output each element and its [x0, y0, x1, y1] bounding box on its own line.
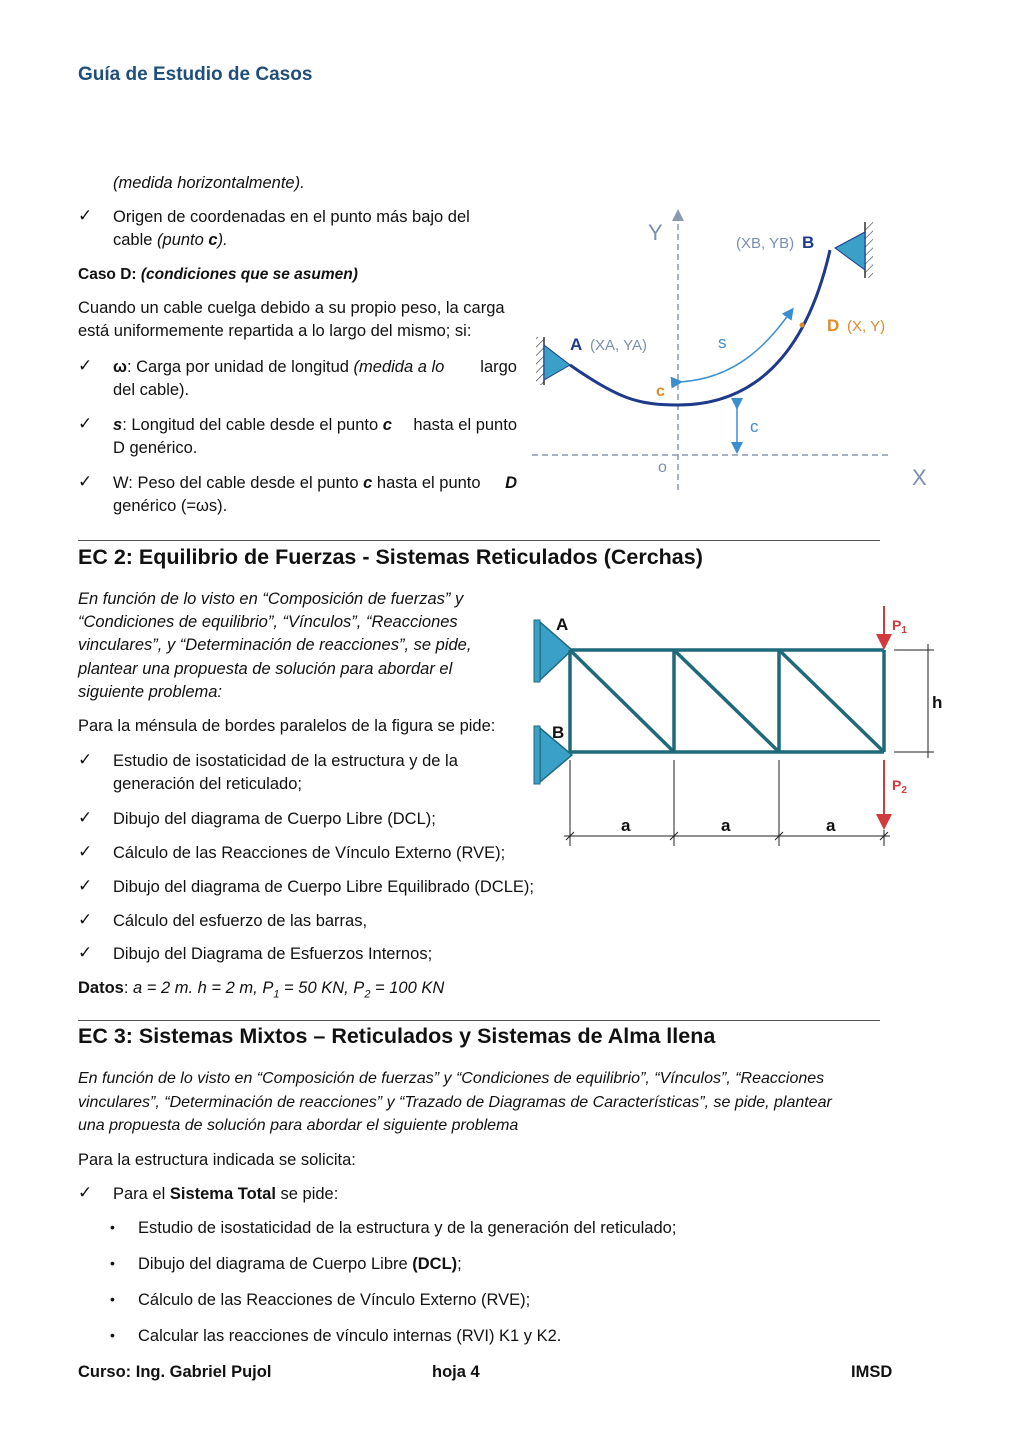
ec2-intro-line1: En función de lo visto en “Composición de fuerzas” y: [78, 590, 464, 608]
truss-figure: [530, 600, 943, 855]
omega-item-line1: ω: Carga por unidad de longitud (medida a lo largo: [113, 358, 517, 376]
check-icon: ✓: [78, 356, 93, 375]
ec3-bullet: Cálculo de las Reacciones de Vínculo Externo (RVE);: [138, 1291, 531, 1309]
point-b-label: B: [802, 233, 815, 252]
check-icon: ✓: [78, 910, 93, 929]
check-icon: ✓: [78, 1183, 93, 1202]
ec3-intro-line3: una propuesta de solución para abordar el siguiente problema: [78, 1117, 519, 1134]
height-dimension: [894, 644, 934, 758]
height-c-label: c: [750, 417, 759, 436]
height-label: h: [932, 693, 943, 712]
ec2-item: Estudio de isostaticidad de la estructura y de la: [113, 752, 458, 770]
point-a-coords: (XA, YA): [590, 337, 647, 354]
point-a-label: A: [570, 335, 583, 354]
origin-item-line1: Origen de coordenadas en el punto más bajo del: [113, 208, 470, 226]
support-b-hatch: [865, 222, 873, 278]
load-p2-label: $P_2$: [892, 777, 907, 796]
check-icon: ✓: [78, 472, 93, 491]
ec2-intro-line4: plantear una propuesta de solución para abordar el: [78, 660, 453, 678]
check-icon: ✓: [78, 842, 93, 861]
case-c-continuation: (medida horizontalmente).: [113, 174, 305, 192]
support-a-hatch: [536, 337, 544, 385]
bullet-icon: •: [110, 1291, 115, 1307]
w-item-line1: W: Peso del cable desde el punto c hasta el punto D: [113, 474, 517, 492]
ec2-item: generación del reticulado;: [113, 775, 302, 793]
check-icon: ✓: [78, 943, 93, 962]
point-c-label: c: [656, 383, 665, 400]
ec3-total-item: Para el Sistema Total se pide:: [113, 1185, 339, 1203]
origin-item-line2: cable (punto c).: [113, 231, 228, 249]
cable-curve: [570, 250, 830, 405]
w-item-line2: genérico (=ωs).: [113, 497, 228, 515]
case-d-intro-line2: está uniformemente repartida a lo largo del mismo; si:: [78, 322, 472, 340]
support-b-triangle: [835, 232, 865, 270]
page-header-title: Guía de Estudio de Casos: [78, 64, 313, 85]
ec2-lead: Para la ménsula de bordes paralelos de la figura se pide:: [78, 717, 496, 735]
ec2-item: Dibujo del diagrama de Cuerpo Libre (DCL);: [113, 810, 436, 828]
span-label: a: [721, 816, 731, 835]
span-label: a: [621, 816, 631, 835]
ec3-intro-line2: vinculares”, “Determinación de reacciones” y “Trazado de Diagramas de Características”, se pide, plantear: [78, 1094, 832, 1111]
ec2-item: Dibujo del Diagrama de Esfuerzos Internos;: [113, 945, 433, 963]
footer-page: hoja 4: [432, 1363, 480, 1381]
arc-length-arrow: [680, 310, 792, 382]
ec3-intro-line1: En función de lo visto en “Composición de fuerzas” y “Condiciones de equilibrio”, “Vínculos”, “Reacciones: [78, 1070, 825, 1087]
ec2-intro-line3: vinculares”, y “Determinación de reacciones”, se pide,: [78, 636, 472, 654]
point-d-label: D: [827, 316, 840, 335]
check-icon: ✓: [78, 750, 93, 769]
ec3-bullet: Estudio de isostaticidad de la estructura y de la generación del reticulado;: [138, 1219, 677, 1237]
ec3-title: EC 3: Sistemas Mixtos – Reticulados y Sistemas de Alma llena: [78, 1024, 716, 1048]
ec3-lead: Para la estructura indicada se solicita:: [78, 1151, 356, 1169]
arc-length-label: s: [718, 333, 727, 352]
s-item-line2: D genérico.: [113, 439, 198, 457]
check-icon: ✓: [78, 876, 93, 895]
load-p1-label: $P_1$: [892, 617, 907, 636]
cable-figure: [530, 200, 927, 500]
footer-course: Curso: Ing. Gabriel Pujol: [78, 1363, 272, 1381]
support-a-triangle: [544, 345, 570, 380]
span-label: a: [826, 816, 836, 835]
point-d-marker: [800, 323, 805, 328]
origin-label: o: [658, 459, 667, 476]
footer-institution: IMSD: [851, 1363, 893, 1381]
point-d-coords: (X, Y): [847, 318, 886, 335]
ec2-title: EC 2: Equilibrio de Fuerzas - Sistemas Reticulados (Cerchas): [78, 545, 703, 569]
check-icon: ✓: [78, 206, 93, 225]
section-divider: [78, 1020, 880, 1021]
x-axis-label: X: [912, 465, 927, 490]
bullet-icon: •: [110, 1255, 115, 1271]
ec2-item: Cálculo del esfuerzo de las barras,: [113, 912, 368, 930]
s-item-line1: s: Longitud del cable desde el punto c hasta el punto: [113, 416, 517, 434]
ec2-item: Cálculo de las Reacciones de Vínculo Externo (RVE);: [113, 844, 506, 862]
bullet-icon: •: [110, 1327, 115, 1343]
ec3-bullet: Dibujo del diagrama de Cuerpo Libre (DCL);: [138, 1255, 462, 1273]
truss-members: [570, 650, 884, 752]
bullet-icon: •: [110, 1219, 115, 1235]
ec3-bullet: Calcular las reacciones de vínculo internas (RVI) K1 y K2.: [138, 1327, 562, 1345]
check-icon: ✓: [78, 808, 93, 827]
ec2-data: Datos: a = 2 m. h = 2 m, $P_1 = 50$ KN, $P_2 = 100$ KN: [78, 979, 445, 1001]
point-b-coords: (XB, YB): [736, 235, 795, 252]
section-divider: [78, 540, 880, 541]
ec2-item: Dibujo del diagrama de Cuerpo Libre Equilibrado (DCLE);: [113, 878, 534, 896]
support-b-label: B: [552, 723, 565, 742]
y-axis-label: Y: [648, 220, 663, 245]
check-icon: ✓: [78, 414, 93, 433]
case-d-intro-line1: Cuando un cable cuelga debido a su propio peso, la carga: [78, 299, 505, 317]
case-d-heading: Caso D: (condiciones que se asumen): [78, 266, 358, 283]
ec2-intro-line2: “Condiciones de equilibrio”, “Vínculos”, “Reacciones: [78, 613, 458, 631]
omega-item-line2: del cable).: [113, 381, 190, 399]
support-a-label: A: [556, 615, 569, 634]
ec2-intro-line5: siguiente problema:: [78, 683, 223, 701]
